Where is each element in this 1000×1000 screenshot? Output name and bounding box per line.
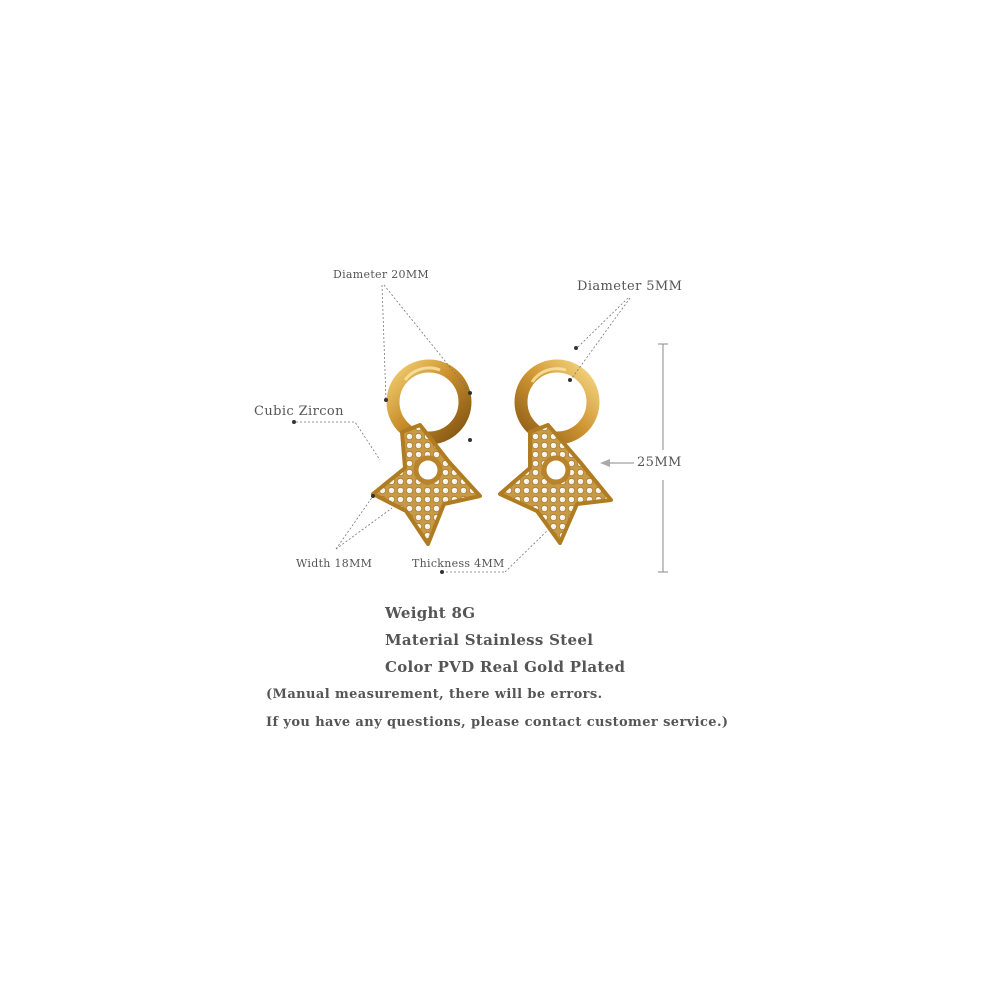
- diameter-hoop-label: Diameter 20MM: [333, 268, 429, 281]
- height-label: 25MM: [637, 455, 682, 470]
- left-star-pendant: [373, 425, 480, 544]
- right-hoop: [521, 366, 593, 438]
- right-earring: [500, 366, 611, 543]
- cubic-zircon-label: Cubic Zircon: [254, 404, 344, 419]
- note-contact: If you have any questions, please contact customer service.): [266, 715, 729, 730]
- right-bail: [544, 458, 568, 482]
- left-earring: [373, 366, 480, 544]
- spec-color: Color PVD Real Gold Plated: [385, 658, 626, 676]
- left-hoop: [393, 366, 465, 438]
- spec-weight: Weight 8G: [385, 604, 476, 622]
- note-measurement: (Manual measurement, there will be errors.: [266, 687, 603, 702]
- thickness-label: Thickness 4MM: [412, 557, 505, 570]
- left-bail: [416, 458, 440, 482]
- diameter-wire-label: Diameter 5MM: [577, 279, 683, 294]
- spec-material: Material Stainless Steel: [385, 631, 594, 649]
- width-label: Width 18MM: [296, 557, 373, 570]
